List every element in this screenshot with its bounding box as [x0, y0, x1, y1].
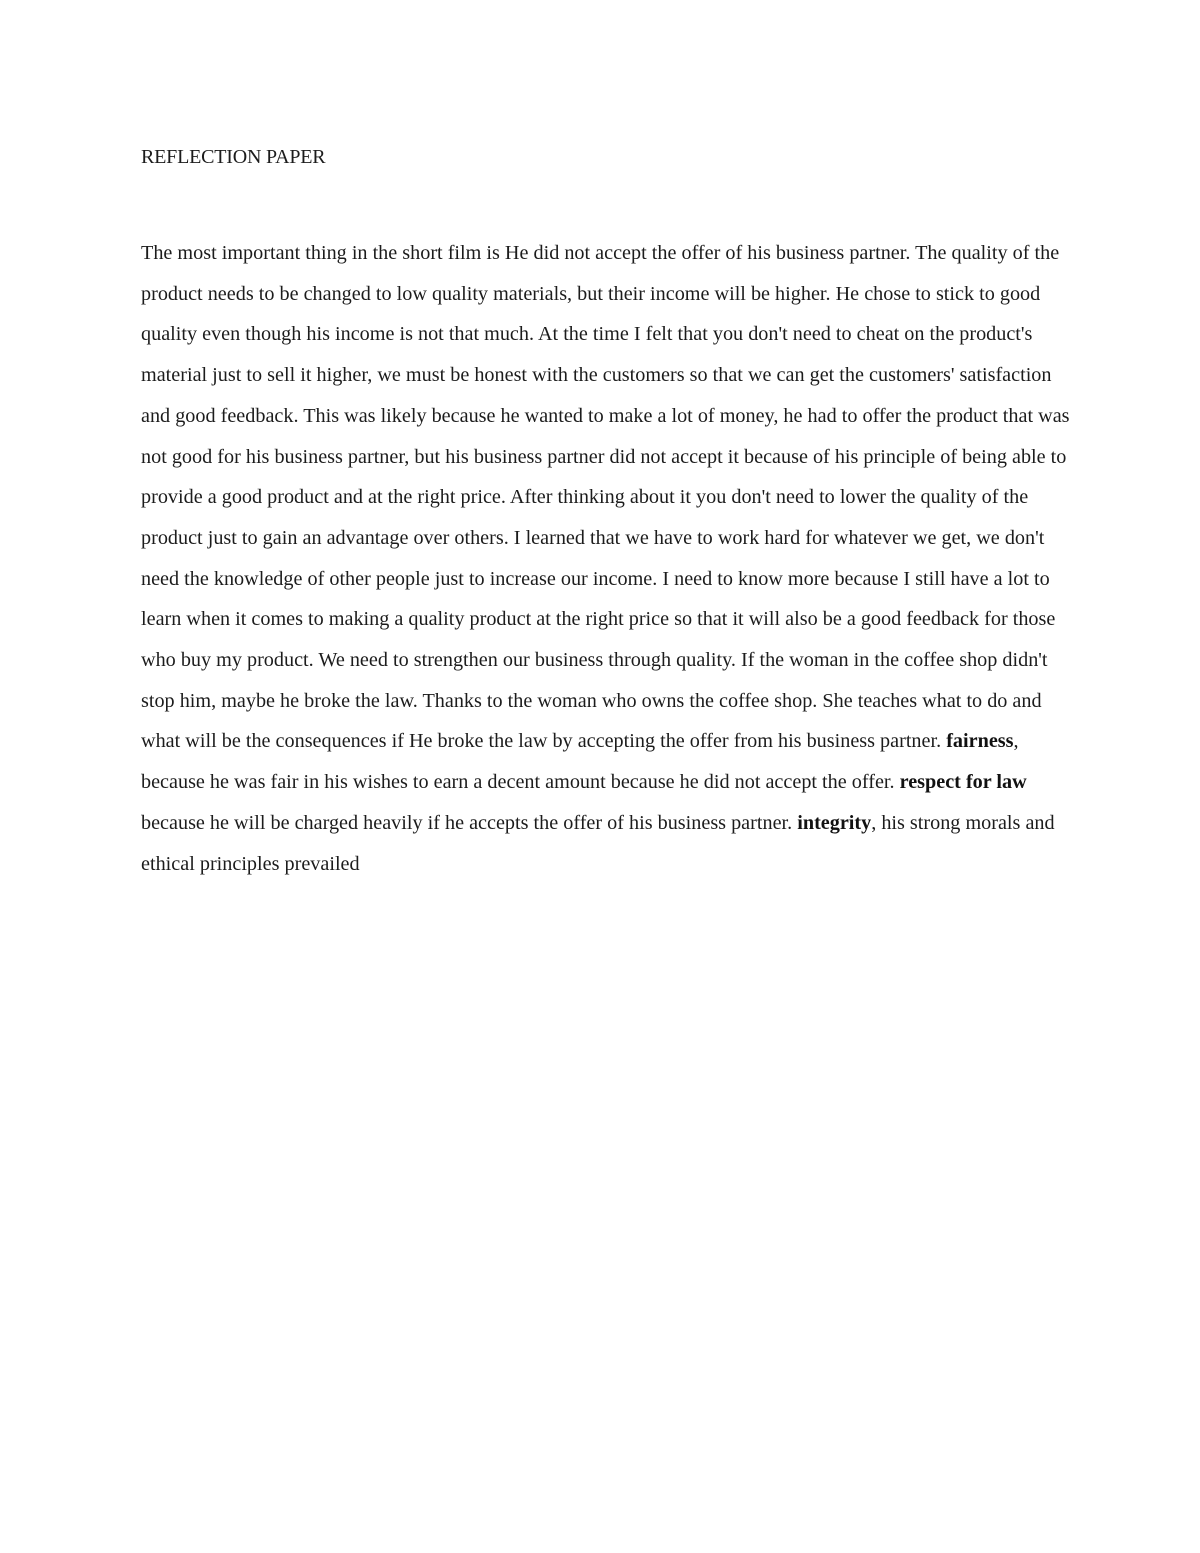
body-text-segment-3: because he will be charged heavily if he accepts the offer of his business partner.: [141, 811, 798, 834]
document-title: REFLECTION PAPER: [141, 146, 326, 168]
value-integrity: integrity: [797, 811, 872, 834]
body-text-segment-1: The most important thing in the short film is He did not accept the offer of his business partner. The quality of the product needs to be changed to low quality materials, but their income will be higher. He chose to stick to good quality even though his income is not that much. At the time I felt that you don't need to cheat on the product's material just to sell it higher, we must be honest with the customers so that we can get the customers' satisfaction and good feedback. This was likely because he wanted to make a lot of money, he had to offer the product that was not good for his business partner, but his business partner did not accept it because of his principle of being able to provide a good product and at the right price. After thinking about it you don't need to lower the quality of the product just to gain an advantage over others. I learned that we have to work hard for whatever we get, we don't need the knowledge of other people just to increase our income. I need to know more because I still have a lot to learn when it comes to making a quality product at the right price so that it will also be a good feedback for those who buy my product. We need to strengthen our business through quality. If the woman in the coffee shop didn't stop him, maybe he broke the law. Thanks to the woman who owns the coffee shop. She teaches what to do and what will be the consequences if He broke the law by accepting the offer from his business partner.: [141, 242, 1070, 753]
body-text-segment-4: , his strong morals and ethical principles prevailed: [141, 811, 1055, 875]
value-fairness: fairness: [946, 730, 1014, 753]
body-text-segment-2: , because he was fair in his wishes to earn a decent amount because he did not accept the offer.: [141, 730, 1019, 794]
body-paragraph: [141, 233, 1071, 884]
value-respect-for-law: respect for law: [899, 771, 1027, 794]
